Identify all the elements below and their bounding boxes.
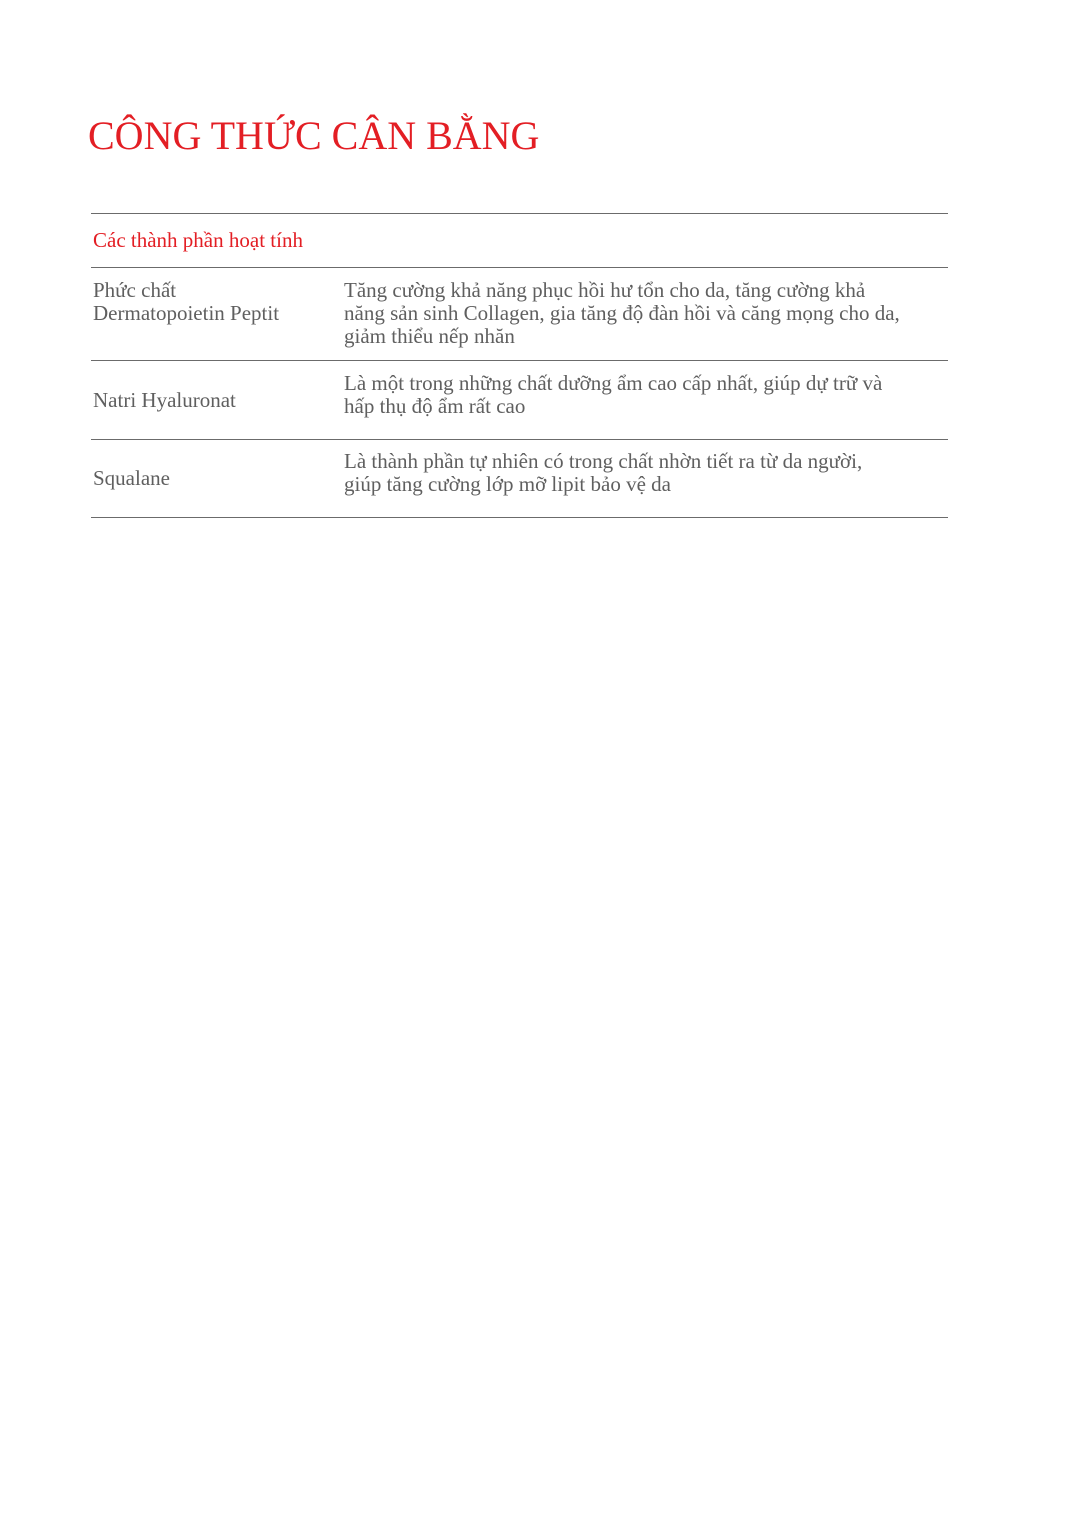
table-row: [91, 268, 948, 361]
table-row: [91, 440, 948, 518]
ingredient-description: Tăng cường khả năng phục hồi hư tổn cho da, tăng cường khả năng sản sinh Collagen, gia tăng độ đàn hồi và căng mọng cho da, giảm thiểu nếp nhăn: [344, 278, 900, 348]
table-row: [91, 361, 948, 440]
ingredient-description: Là một trong những chất dưỡng ẩm cao cấp nhất, giúp dự trữ và hấp thụ độ ẩm rất cao: [344, 371, 883, 418]
ingredient-name: Phức chất Dermatopoietin Peptit: [93, 278, 280, 325]
table-header-label: Các thành phần hoạt tính: [93, 227, 303, 252]
ingredient-description: Là thành phần tự nhiên có trong chất nhờn tiết ra từ da người, giúp tăng cường lớp mỡ lipit bảo vệ da: [344, 448, 863, 496]
ingredient-name: Squalane: [93, 466, 170, 490]
table-header: [91, 214, 948, 268]
page-title: CÔNG THỨC CÂN BẰNG: [88, 113, 540, 158]
ingredient-name: Natri Hyaluronat: [93, 387, 236, 412]
ingredients-table: [91, 213, 948, 518]
